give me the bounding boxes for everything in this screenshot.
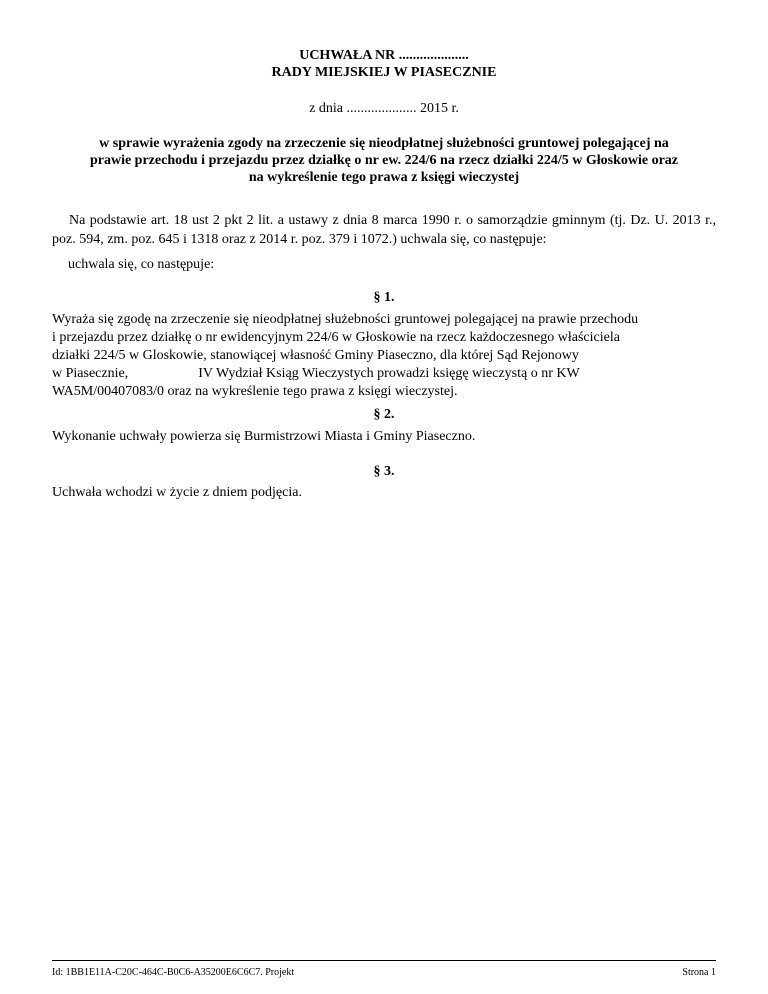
council-name: RADY MIEJSKIEJ W PIASECZNIE <box>271 65 497 80</box>
subject-line: w sprawie wyrażenia zgody na zrzeczenie się nieodpłatnej służebności gruntowej polegającej na <box>99 136 669 151</box>
section-2-text: Wykonanie uchwały powierza się Burmistrzowi Miasta i Gminy Piaseczno. <box>52 429 476 444</box>
subject-line: na wykreślenie tego prawa z księgi wieczystej <box>248 170 520 185</box>
resolution-date: z dnia .................... 2015 r. <box>309 101 459 116</box>
section-1-line: i przejazdu przez działkę o nr ewidencyjnym 224/6 w Głoskowie na rzecz każdoczesnego właściciela <box>52 330 620 345</box>
legal-basis: Na podstawie art. 18 ust 2 pkt 2 lit. a ustawy z dnia 8 marca 1990 r. o samorządzie gminnym (tj. Dz. U. 2013 r., poz. 594, zm. poz. 645 i 1318 oraz z 2014 r. poz. 379 i 1072.) uchwala się, co następuje: <box>52 213 716 247</box>
document-id: Id: 1BB1E11A-C20C-464C-B0C6-A35200E6C6C7. Projekt <box>52 967 295 978</box>
section-3-text: Uchwała wchodzi w życie z dniem podjęcia. <box>52 485 302 500</box>
section-1-line: w Piasecznie, IV Wydział Ksiąg Wieczystych prowadzi księgę wieczystą o nr KW <box>52 366 580 381</box>
section-1-line: WA5M/00407083/0 oraz na wykreślenie tego prawa z księgi wieczystej. <box>52 384 458 399</box>
section-3-heading: § 3. <box>373 464 395 479</box>
section-2-heading: § 2. <box>373 407 395 422</box>
page-number: Strona 1 <box>682 967 716 978</box>
resolution-number: UCHWAŁA NR .................... <box>299 48 469 63</box>
page-footer <box>52 960 716 979</box>
legal-basis-repeat: uchwala się, co następuje: <box>68 257 215 272</box>
section-1-line: Wyraża się zgodę na zrzeczenie się nieodpłatnej służebności gruntowej polegającej na prawie przechodu <box>52 312 639 327</box>
resolution-subject <box>52 135 716 186</box>
subject-line: prawie przechodu i przejazdu przez działkę o nr ew. 224/6 na rzecz działki 224/5 w Głoskowie oraz <box>89 153 679 168</box>
section-1-heading: § 1. <box>373 290 395 305</box>
section-1-line: działki 224/5 w Gloskowie, stanowiącej własność Gminy Piaseczno, dla której Sąd Rejonowy <box>52 348 579 363</box>
section-1-text <box>52 311 716 401</box>
